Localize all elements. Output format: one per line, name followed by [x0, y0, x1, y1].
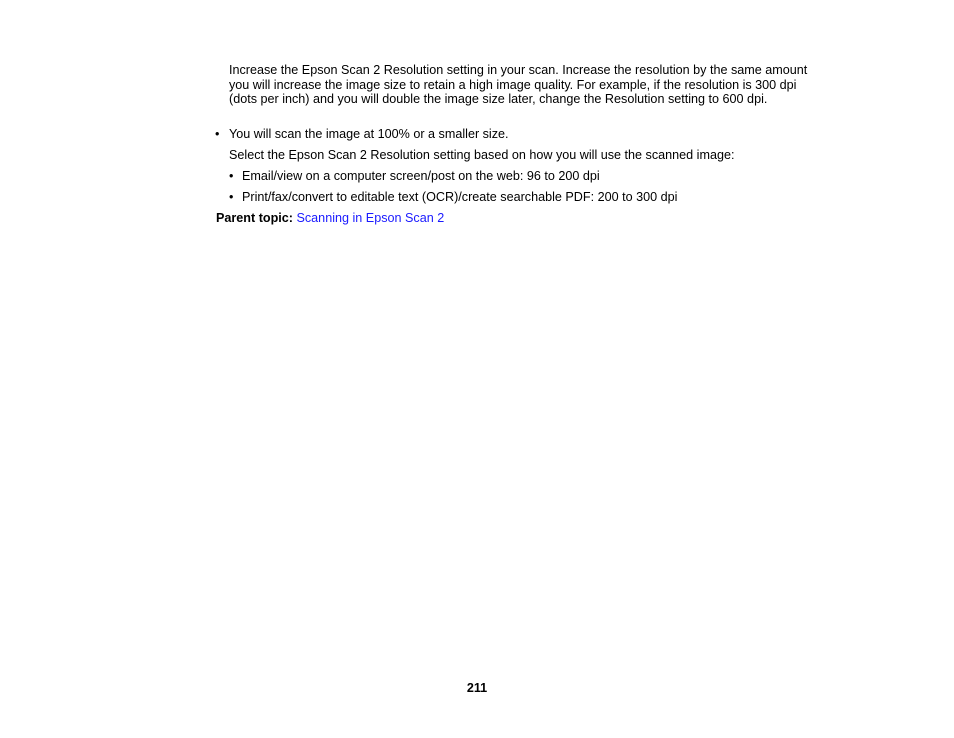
select-paragraph: Select the Epson Scan 2 Resolution setting based on how you will use the scanned image:	[229, 148, 735, 162]
sub-bullet-text: Email/view on a computer screen/post on the web: 96 to 200 dpi	[242, 169, 600, 183]
parent-topic	[216, 211, 444, 226]
parent-topic-label: Parent topic:	[216, 211, 293, 225]
bullet-marker: •	[215, 127, 220, 141]
parent-topic-link[interactable]: Scanning in Epson Scan 2	[296, 211, 445, 225]
page-number: 211	[466, 681, 488, 695]
sub-bullet-text: Print/fax/convert to editable text (OCR)/create searchable PDF: 200 to 300 dpi	[242, 190, 678, 204]
bullet-marker: •	[229, 169, 234, 183]
bullet-text: You will scan the image at 100% or a smaller size.	[229, 127, 509, 141]
bullet-marker: •	[229, 190, 234, 204]
intro-paragraph: Increase the Epson Scan 2 Resolution setting in your scan. Increase the resolution by the same amount you will increase the image size to retain a high image quality. For example, if the resolution is 300 dpi (dots per inch) and you will double the image size later, change the Resolution setting to 600 dpi.	[229, 63, 808, 106]
